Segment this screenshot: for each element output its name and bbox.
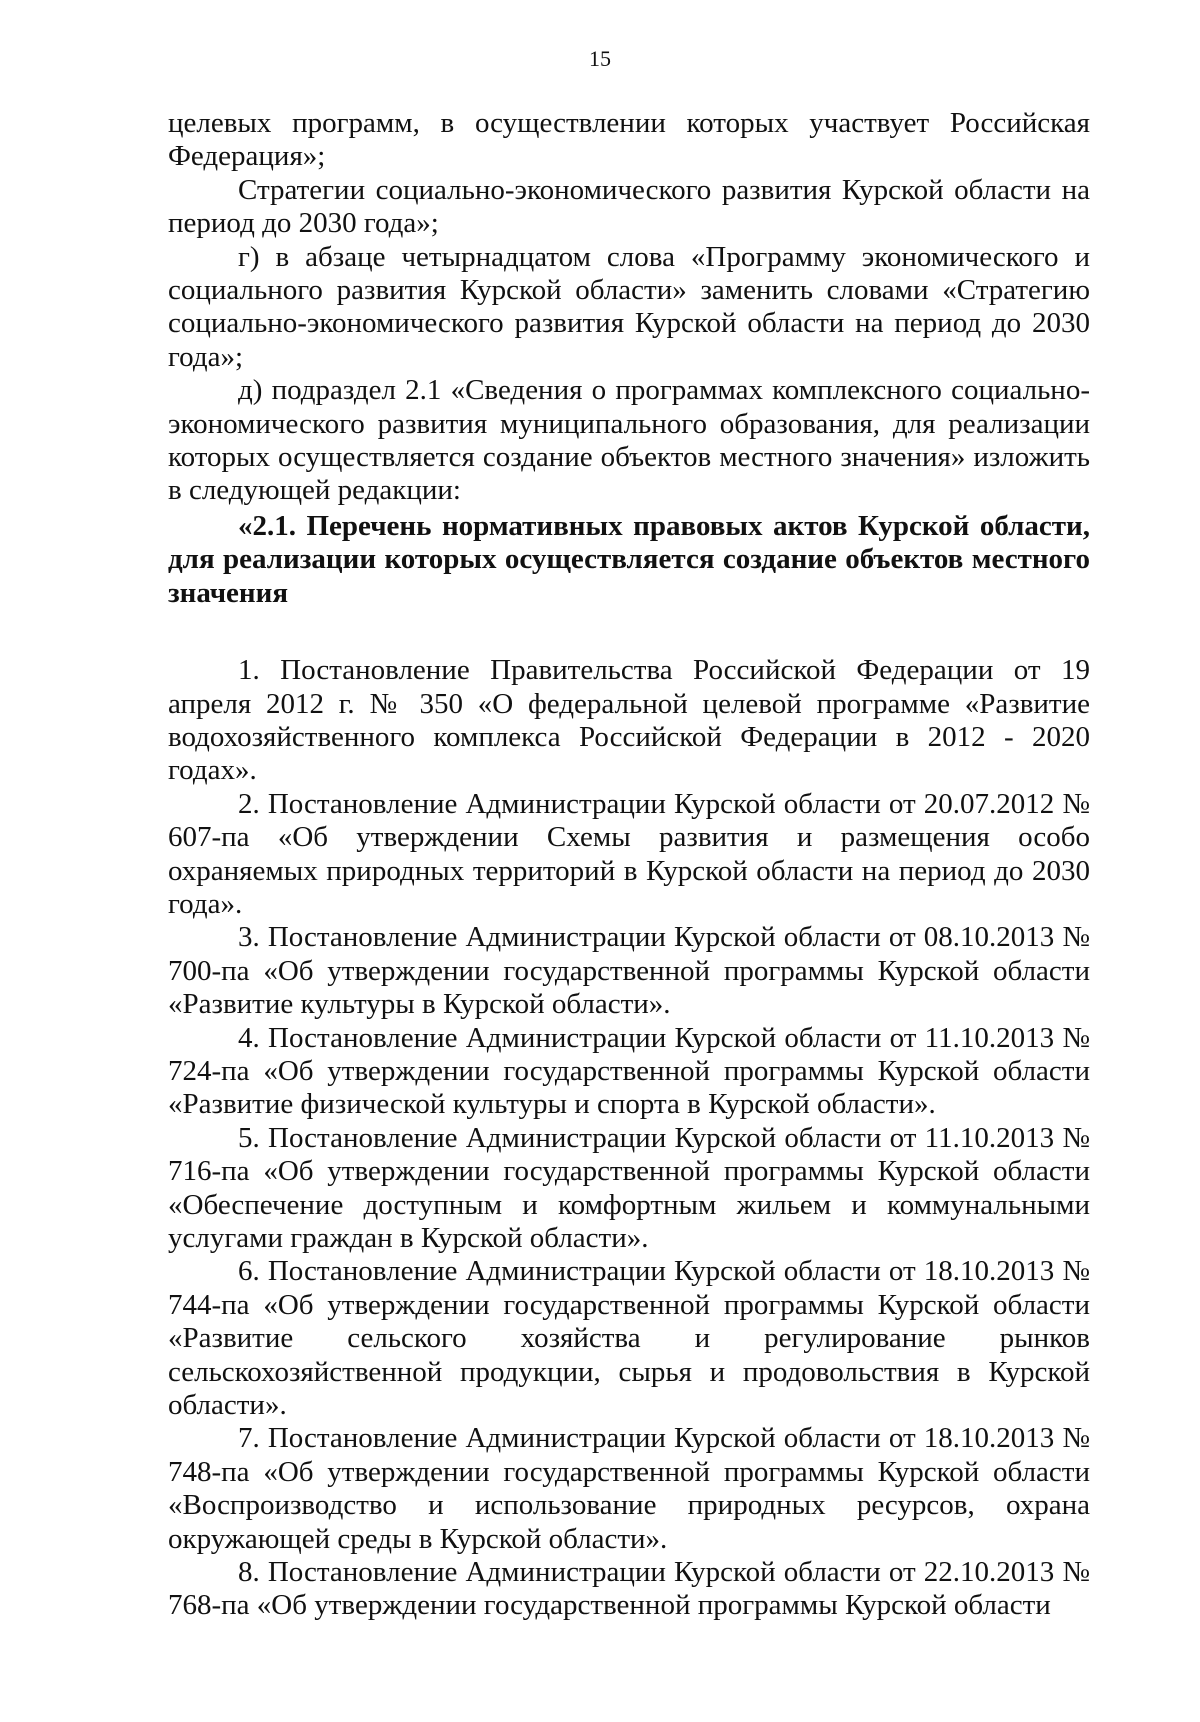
list-item: 1. Постановление Правительства Российской Федерации от 19 апреля 2012 г. № 350 «О федеральной целевой программе «Развитие водохозяйственного комплекса Российской Федерации в 2012 - 2020 годах». bbox=[168, 654, 1090, 787]
list-item: 4. Постановление Администрации Курской области от 11.10.2013 № 724-па «Об утверждении государственной программы Курской области «Развитие физической культуры и спорта в Курской области». bbox=[168, 1021, 1090, 1121]
paragraph-continuation: целевых программ, в осуществлении которых участвует Российская Федерация»; bbox=[168, 107, 1090, 173]
paragraph-item-g: г) в абзаце четырнадцатом слова «Программу экономического и социального развития Курской области» заменить словами «Стратегию социально-экономического развития Курской области на период до 2030 года»; bbox=[168, 240, 1090, 373]
page-number: 15 bbox=[589, 46, 611, 71]
list-item: 5. Постановление Администрации Курской области от 11.10.2013 № 716-па «Об утверждении государственной программы Курской области «Обеспечение доступным и комфортным жильем и коммунальными услугами граждан в Курской области». bbox=[168, 1121, 1090, 1254]
list-item: 7. Постановление Администрации Курской области от 18.10.2013 № 748-па «Об утверждении государственной программы Курской области «Воспроизводство и использование природных ресурсов, охрана окружающей среды в Курской области». bbox=[168, 1422, 1090, 1555]
spacer bbox=[168, 610, 1090, 654]
paragraph-item-d: д) подраздел 2.1 «Сведения о программах комплексного социально-экономического развития муниципального образования, для реализации которых осуществляется создание объектов местного значения» изложить в следующей редакции: bbox=[168, 374, 1090, 507]
list-item: 3. Постановление Администрации Курской области от 08.10.2013 № 700-па «Об утверждении государственной программы Курской области «Развитие культуры в Курской области». bbox=[168, 921, 1090, 1021]
paragraph-strategy: Стратегии социально-экономического развития Курской области на период до 2030 года»; bbox=[168, 173, 1090, 240]
document-body bbox=[168, 107, 1090, 1623]
section-heading: «2.1. Перечень нормативных правовых актов Курской области, для реализации которых осуществляется создание объектов местного значения bbox=[168, 509, 1090, 609]
list-item: 2. Постановление Администрации Курской области от 20.07.2012 № 607-па «Об утверждении Схемы развития и размещения особо охраняемых природных территорий в Курской области на период до 2030 года». bbox=[168, 787, 1090, 920]
list-item: 8. Постановление Администрации Курской области от 22.10.2013 № 768-па «Об утверждении государственной программы Курской области bbox=[168, 1556, 1090, 1622]
list-item: 6. Постановление Администрации Курской области от 18.10.2013 № 744-па «Об утверждении государственной программы Курской области «Развитие сельского хозяйства и регулирование рынков сельскохозяйственной продукции, сырья и продовольствия в Курской области». bbox=[168, 1255, 1090, 1422]
